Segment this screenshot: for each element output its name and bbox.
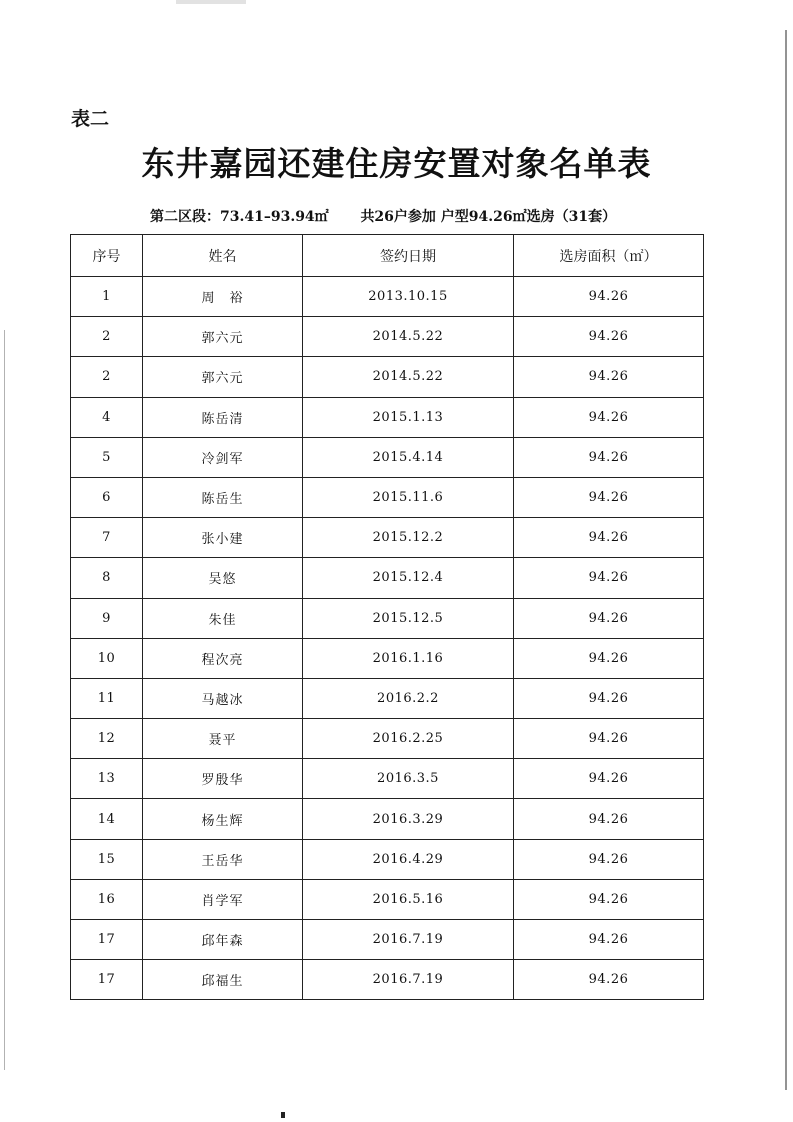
cell-name: 罗殷华 (143, 759, 303, 799)
table-row (71, 799, 704, 839)
cell-sign-date: 2015.11.6 (303, 477, 514, 517)
table-row (71, 759, 704, 799)
scan-edge-line-left (4, 330, 5, 1070)
cell-name: 朱佳 (143, 598, 303, 638)
cell-area: 94.26 (514, 477, 704, 517)
cell-sign-date: 2016.2.25 (303, 719, 514, 759)
scan-edge-line-right (785, 30, 787, 1090)
subtitle-zone: 第二区段：73.41–93.94㎡ (150, 209, 329, 225)
table-row (71, 477, 704, 517)
cell-index: 17 (71, 920, 143, 960)
cell-index: 1 (71, 277, 143, 317)
cell-name: 杨生辉 (143, 799, 303, 839)
header-area: 选房面积（㎡） (514, 235, 704, 277)
cell-index: 2 (71, 317, 143, 357)
cell-sign-date: 2014.5.22 (303, 357, 514, 397)
cell-name: 吴悠 (143, 558, 303, 598)
table-row (71, 518, 704, 558)
cell-area: 94.26 (514, 839, 704, 879)
table-row (71, 437, 704, 477)
table-row (71, 638, 704, 678)
subtitle-summary: 共26户参加 户型94.26㎡选房（31套） (360, 209, 617, 225)
cell-index: 8 (71, 558, 143, 598)
cell-index: 16 (71, 879, 143, 919)
table-header-row (71, 235, 704, 277)
cell-name: 程次亮 (143, 638, 303, 678)
cell-sign-date: 2013.10.15 (303, 277, 514, 317)
cell-sign-date: 2016.4.29 (303, 839, 514, 879)
cell-name: 肖学军 (143, 879, 303, 919)
cell-name: 王岳华 (143, 839, 303, 879)
cell-index: 6 (71, 477, 143, 517)
header-index: 序号 (71, 235, 143, 277)
cell-area: 94.26 (514, 638, 704, 678)
cell-sign-date: 2016.3.29 (303, 799, 514, 839)
cell-index: 5 (71, 437, 143, 477)
cell-area: 94.26 (514, 759, 704, 799)
cell-name: 冷剑军 (143, 437, 303, 477)
cell-name: 郭六元 (143, 317, 303, 357)
table-row (71, 839, 704, 879)
table-row (71, 598, 704, 638)
cell-index: 15 (71, 839, 143, 879)
cell-area: 94.26 (514, 518, 704, 558)
table-row (71, 719, 704, 759)
cell-area: 94.26 (514, 437, 704, 477)
cell-index: 4 (71, 397, 143, 437)
cell-name: 邱年森 (143, 920, 303, 960)
table-row (71, 960, 704, 1000)
header-name: 姓名 (143, 235, 303, 277)
table-row (71, 317, 704, 357)
cell-index: 14 (71, 799, 143, 839)
cell-sign-date: 2016.7.19 (303, 960, 514, 1000)
table-row (71, 920, 704, 960)
cell-area: 94.26 (514, 558, 704, 598)
cell-index: 2 (71, 357, 143, 397)
cell-name: 聂平 (143, 719, 303, 759)
cell-index: 10 (71, 638, 143, 678)
cell-sign-date: 2016.2.2 (303, 678, 514, 718)
cell-sign-date: 2015.1.13 (303, 397, 514, 437)
table-row (71, 558, 704, 598)
cell-sign-date: 2015.12.2 (303, 518, 514, 558)
table-label: 表二 (71, 108, 110, 130)
table-row (71, 277, 704, 317)
cell-name: 陈岳清 (143, 397, 303, 437)
resettlement-roster-table (70, 234, 704, 1000)
cell-sign-date: 2016.5.16 (303, 879, 514, 919)
table-body (71, 277, 704, 1000)
cell-name: 周 裕 (143, 277, 303, 317)
header-sign-date: 签约日期 (303, 235, 514, 277)
cell-area: 94.26 (514, 799, 704, 839)
cell-area: 94.26 (514, 397, 704, 437)
cell-area: 94.26 (514, 277, 704, 317)
table-row (71, 678, 704, 718)
cell-index: 13 (71, 759, 143, 799)
scan-mark (281, 1112, 285, 1118)
cell-sign-date: 2016.1.16 (303, 638, 514, 678)
cell-index: 17 (71, 960, 143, 1000)
cell-name: 郭六元 (143, 357, 303, 397)
table-row (71, 357, 704, 397)
cell-area: 94.26 (514, 678, 704, 718)
cell-name: 陈岳生 (143, 477, 303, 517)
cell-sign-date: 2015.12.5 (303, 598, 514, 638)
scan-smudge (176, 0, 246, 4)
cell-area: 94.26 (514, 879, 704, 919)
cell-sign-date: 2015.12.4 (303, 558, 514, 598)
cell-index: 11 (71, 678, 143, 718)
cell-index: 9 (71, 598, 143, 638)
cell-name: 邱福生 (143, 960, 303, 1000)
cell-area: 94.26 (514, 719, 704, 759)
cell-name: 马越冰 (143, 678, 303, 718)
cell-sign-date: 2016.7.19 (303, 920, 514, 960)
cell-sign-date: 2014.5.22 (303, 317, 514, 357)
cell-sign-date: 2016.3.5 (303, 759, 514, 799)
cell-index: 12 (71, 719, 143, 759)
table-row (71, 879, 704, 919)
table-row (71, 397, 704, 437)
cell-area: 94.26 (514, 357, 704, 397)
cell-area: 94.26 (514, 920, 704, 960)
cell-sign-date: 2015.4.14 (303, 437, 514, 477)
cell-area: 94.26 (514, 960, 704, 1000)
cell-name: 张小建 (143, 518, 303, 558)
cell-index: 7 (71, 518, 143, 558)
cell-area: 94.26 (514, 598, 704, 638)
cell-area: 94.26 (514, 317, 704, 357)
document-title: 东井嘉园还建住房安置对象名单表 (141, 144, 652, 183)
subtitle (150, 206, 616, 226)
